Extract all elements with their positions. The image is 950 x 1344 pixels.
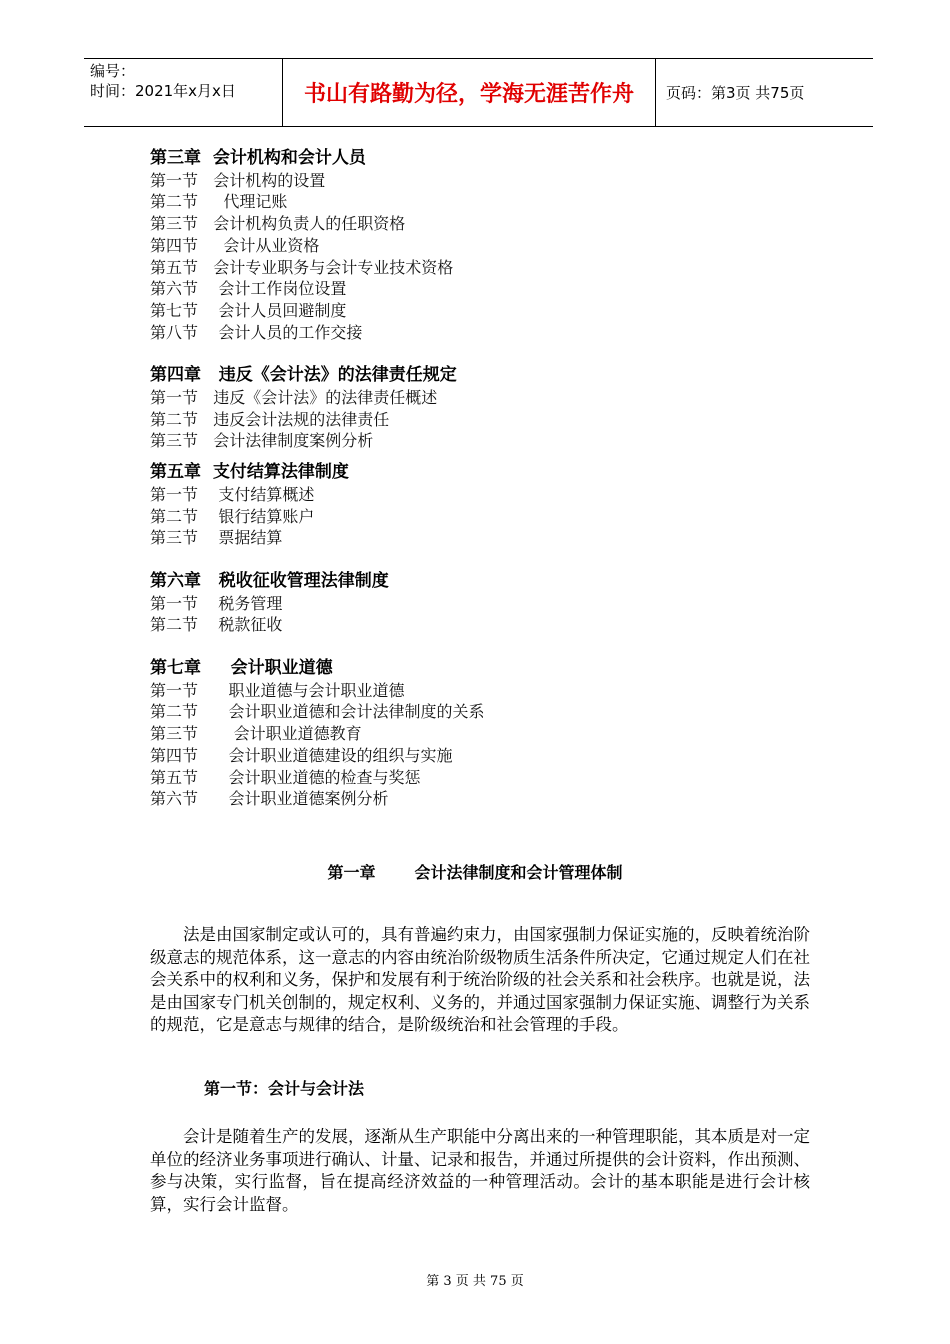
toc-section: 第三节 会计职业道德教育 — [150, 724, 362, 744]
toc-section: 第四节 会计职业道德建设的组织与实施 — [150, 745, 453, 765]
toc-section: 第一节 职业道德与会计职业道德 — [150, 680, 405, 700]
toc-section: 第六节 会计职业道德案例分析 — [150, 789, 389, 809]
section-1-title: 第一节：会计与会计法 — [204, 1079, 365, 1098]
toc-chapter-3: 第三章 会计机构和会计人员 — [150, 148, 366, 168]
chapter-1-title: 第一章 会计法律制度和会计管理体制 — [327, 863, 623, 882]
toc-section: 第一节 税务管理 — [150, 593, 283, 613]
toc-section: 第五节 会计专业职务与会计专业技术资格 — [150, 257, 454, 277]
toc-chapter-7: 第七章 会计职业道德 — [150, 658, 333, 679]
header-motto: 书山有路勤为径，学海无涯苦作舟 — [283, 59, 656, 126]
toc-section: 第三节 会计机构负责人的任职资格 — [150, 214, 406, 234]
paragraph-law-definition: 法是由国家制定或认可的，具有普遍约束力，由国家强制力保证实施的，反映着统治阶级意志的规范体系，这一意志的内容由统治阶级物质生活条件所决定，它通过规定人们在社会关系中的权利和义务，保护和发展有利于统治阶级的社会关系和社会秩序。也就是说，法是由国家专门机关创制的，规定权利、义务的，并通过国家强制力保证实施、调整行为关系的规范，它是意志与规律的结合，是阶级统治和社会管理的手段。 — [150, 925, 810, 1034]
toc-section: 第八节 会计人员的工作交接 — [150, 322, 363, 342]
toc-chapter-6: 第六章 税收征收管理法律制度 — [150, 570, 389, 591]
header-number: 编号： — [90, 62, 136, 80]
toc-section: 第二节 代理记账 — [150, 192, 288, 212]
header-page-info: 页码：第3页 共75页 — [666, 84, 805, 102]
toc-section: 第二节 会计职业道德和会计法律制度的关系 — [150, 702, 485, 722]
toc-section: 第一节 会计机构的设置 — [150, 170, 326, 190]
toc-section: 第一节 违反《会计法》的法律责任概述 — [150, 388, 438, 408]
toc-section: 第三节 票据结算 — [150, 528, 283, 548]
table-of-contents — [150, 148, 830, 810]
toc-section: 第六节 会计工作岗位设置 — [150, 279, 347, 299]
toc-section: 第三节 会计法律制度案例分析 — [150, 431, 374, 451]
page-header — [84, 58, 873, 127]
paragraph-accounting-definition: 会计是随着生产的发展，逐渐从生产职能中分离出来的一种管理职能，其本质是对一定单位的经济业务事项进行确认、计量、记录和报告，并通过所提供的会计资料，作出预测、参与决策，实行监督，旨在提高经济效益的一种管理活动。会计的基本职能是进行会计核算，实行会计监督。 — [150, 1127, 810, 1214]
header-time: 时间：2021年x月x日 — [90, 82, 236, 100]
page-footer: 第 3 页 共 75 页 — [426, 1274, 524, 1289]
toc-section: 第五节 会计职业道德的检查与奖惩 — [150, 767, 421, 787]
toc-section: 第一节 支付结算概述 — [150, 484, 315, 504]
toc-section: 第二节 违反会计法规的法律责任 — [150, 409, 390, 429]
header-meta — [84, 59, 283, 126]
toc-chapter-5: 第五章 支付结算法律制度 — [150, 462, 349, 483]
toc-section: 第二节 银行结算账户 — [150, 506, 315, 526]
toc-section: 第四节 会计从业资格 — [150, 235, 320, 255]
toc-section: 第七节 会计人员回避制度 — [150, 300, 347, 320]
toc-chapter-4: 第四章 违反《会计法》的法律责任规定 — [150, 365, 457, 386]
toc-section: 第二节 税款征收 — [150, 615, 283, 635]
